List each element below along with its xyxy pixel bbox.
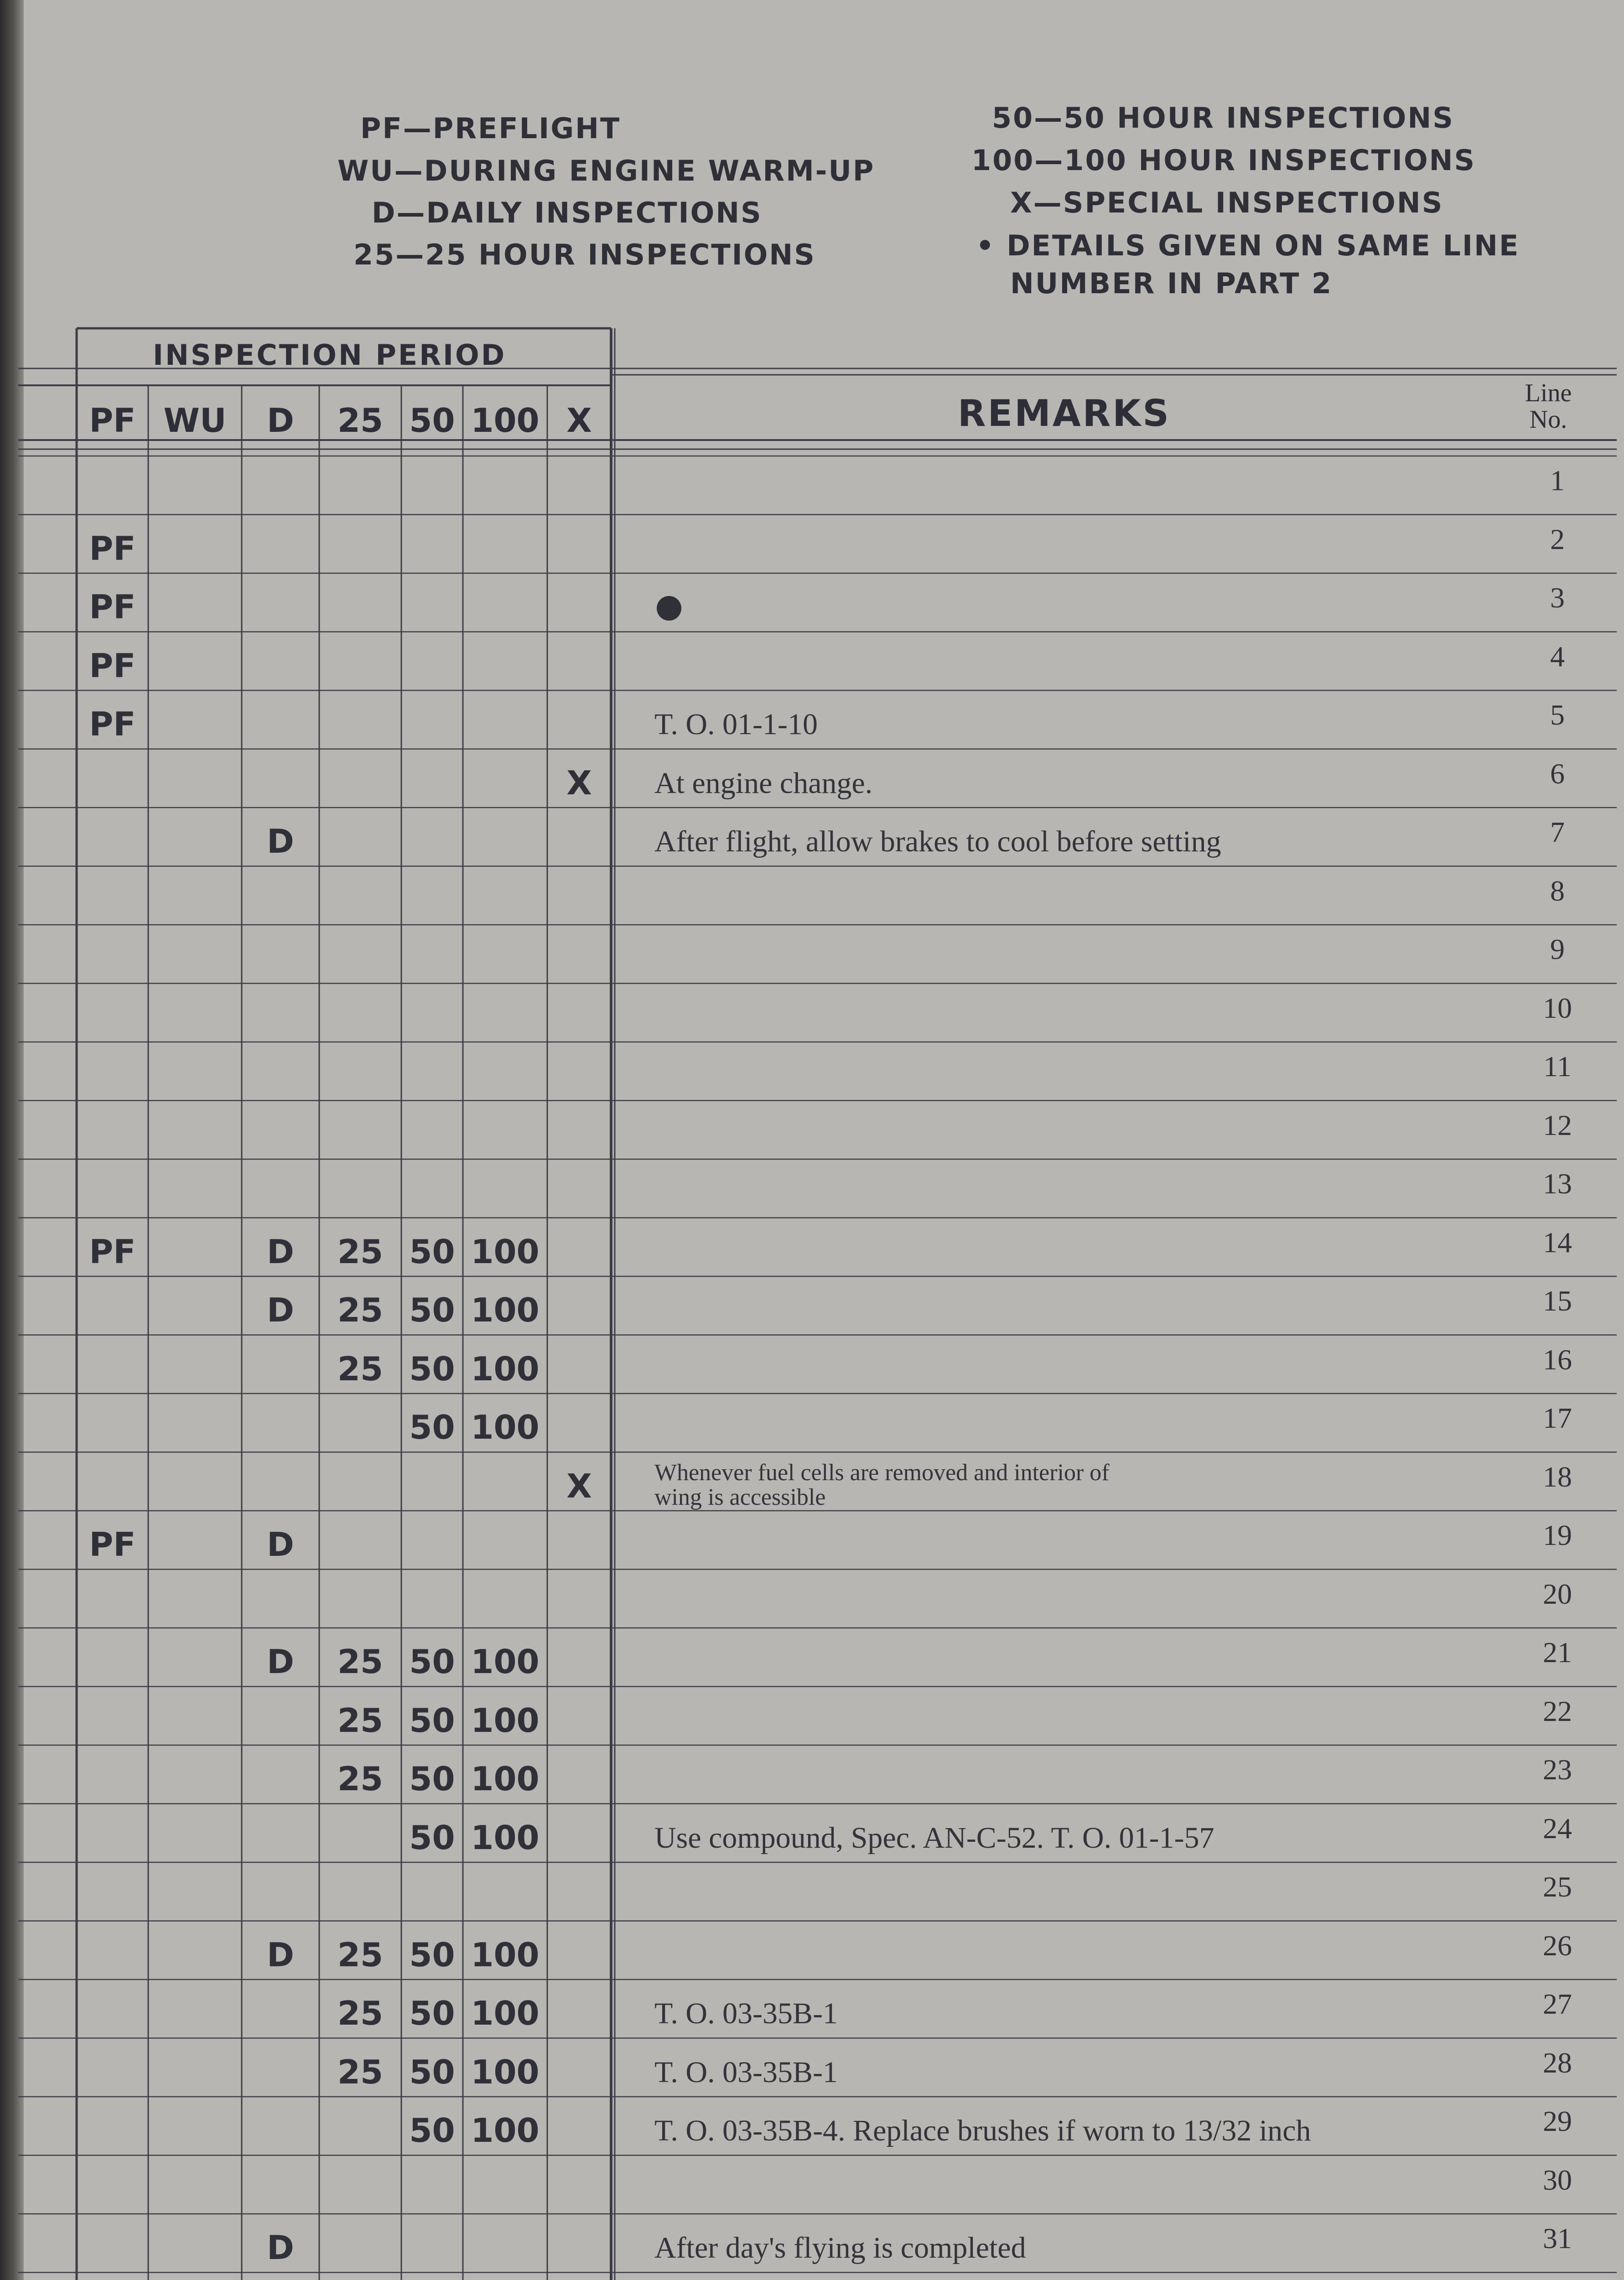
mark-pf: PF — [89, 646, 136, 685]
line-header: Line — [1525, 379, 1572, 407]
line-number: 24 — [1543, 1812, 1572, 1845]
column-header-100: 100 — [471, 401, 540, 440]
mark-25: 25 — [337, 1349, 384, 1388]
column-header-wu: WU — [163, 401, 227, 440]
line-number: 1 — [1550, 464, 1565, 497]
legend-details-note-cont: NUMBER IN PART 2 — [1010, 267, 1333, 300]
mark-d: D — [267, 1291, 294, 1329]
details-bullet-icon — [657, 596, 681, 621]
remark-text: After flight, allow brakes to cool before setting — [654, 825, 1221, 858]
mark-50: 50 — [409, 2052, 455, 2091]
legend-daily: D—DAILY INSPECTIONS — [372, 196, 763, 229]
line-number: 15 — [1543, 1285, 1572, 1317]
line-number: 26 — [1543, 1929, 1572, 1962]
line-number: 29 — [1543, 2105, 1572, 2137]
mark-pf: PF — [89, 705, 136, 743]
line-number: 22 — [1543, 1694, 1572, 1727]
mark-25: 25 — [337, 1291, 384, 1329]
mark-d: D — [267, 1935, 294, 1974]
line-number: 2 — [1550, 523, 1565, 555]
mark-50: 50 — [409, 1701, 455, 1740]
mark-50: 50 — [409, 1349, 455, 1388]
mark-100: 100 — [471, 1760, 540, 1798]
mark-25: 25 — [337, 1232, 384, 1271]
mark-pf: PF — [89, 1525, 136, 1564]
mark-100: 100 — [471, 2052, 540, 2091]
mark-d: D — [267, 822, 294, 860]
line-number: 30 — [1543, 2163, 1572, 2196]
column-header-pf: PF — [89, 401, 136, 440]
line-number: 25 — [1543, 1871, 1572, 1903]
line-number: 16 — [1543, 1343, 1572, 1376]
no-header: No. — [1529, 405, 1567, 434]
mark-50: 50 — [409, 1291, 455, 1329]
remark-text: At engine change. — [654, 766, 873, 800]
line-number: 8 — [1550, 874, 1565, 907]
mark-25: 25 — [337, 1643, 384, 1681]
mark-100: 100 — [471, 1994, 540, 2032]
line-number: 19 — [1543, 1519, 1572, 1551]
mark-50: 50 — [409, 1408, 455, 1446]
legend-warmup: WU—DURING ENGINE WARM-UP — [337, 154, 875, 187]
remark-text: T. O. 03-35B-1 — [654, 2055, 838, 2089]
legend-50-hour: 50—50 HOUR INSPECTIONS — [992, 101, 1454, 135]
mark-d: D — [267, 1232, 294, 1271]
remark-text: After day's flying is completed — [654, 2231, 1026, 2264]
mark-100: 100 — [471, 1818, 540, 1857]
line-number: 14 — [1543, 1226, 1572, 1259]
remark-text: T. O. 03-35B-4. Replace brushes if worn to 13/32 inch — [654, 2114, 1311, 2147]
line-number: 6 — [1550, 757, 1565, 790]
legend-25-hour: 25—25 HOUR INSPECTIONS — [353, 238, 816, 271]
mark-d: D — [267, 2228, 294, 2267]
mark-25: 25 — [337, 1935, 384, 1974]
mark-pf: PF — [89, 588, 136, 626]
mark-50: 50 — [409, 1232, 455, 1271]
line-number: 9 — [1550, 933, 1565, 965]
mark-pf: PF — [89, 1232, 136, 1271]
remark-text: Use compound, Spec. AN-C-52. T. O. 01-1-57 — [654, 1821, 1214, 1855]
line-number: 12 — [1543, 1109, 1572, 1141]
mark-25: 25 — [337, 2052, 384, 2091]
line-number: 20 — [1543, 1577, 1572, 1610]
mark-100: 100 — [471, 1349, 540, 1388]
line-number: 4 — [1550, 640, 1565, 673]
line-number: 23 — [1543, 1753, 1572, 1786]
mark-x: X — [566, 763, 592, 802]
line-number: 10 — [1543, 991, 1572, 1024]
mark-50: 50 — [409, 2111, 455, 2150]
legend-100-hour: 100—100 HOUR INSPECTIONS — [971, 144, 1476, 177]
line-number: 7 — [1550, 816, 1565, 848]
line-number: 17 — [1543, 1402, 1572, 1434]
column-header-25: 25 — [337, 401, 384, 440]
column-header-d: D — [267, 401, 294, 440]
remark-text: T. O. 01-1-10 — [654, 708, 818, 741]
legend-preflight: PF—PREFLIGHT — [360, 112, 621, 145]
remarks-header: REMARKS — [958, 392, 1171, 435]
column-header-50: 50 — [409, 401, 455, 440]
mark-25: 25 — [337, 1701, 384, 1740]
remark-text-continued: wing is accessible — [654, 1484, 826, 1510]
line-number: 13 — [1543, 1167, 1572, 1200]
mark-50: 50 — [409, 1643, 455, 1681]
legend-special: X—SPECIAL INSPECTIONS — [1010, 186, 1444, 219]
line-number: 5 — [1550, 699, 1565, 731]
mark-100: 100 — [471, 1232, 540, 1271]
mark-50: 50 — [409, 1760, 455, 1798]
line-number: 28 — [1543, 2046, 1572, 2079]
mark-d: D — [267, 1525, 294, 1564]
line-number: 11 — [1543, 1050, 1572, 1083]
mark-25: 25 — [337, 1760, 384, 1798]
mark-d: D — [267, 1643, 294, 1681]
mark-50: 50 — [409, 1818, 455, 1857]
mark-100: 100 — [471, 1701, 540, 1740]
mark-100: 100 — [471, 2111, 540, 2150]
remark-text: T. O. 03-35B-1 — [654, 1997, 838, 2030]
mark-100: 100 — [471, 1643, 540, 1681]
line-number: 21 — [1543, 1636, 1572, 1669]
mark-100: 100 — [471, 1291, 540, 1329]
inspection-period-header: INSPECTION PERIOD — [153, 338, 507, 372]
mark-x: X — [566, 1466, 592, 1505]
mark-25: 25 — [337, 1994, 384, 2032]
mark-100: 100 — [471, 1408, 540, 1446]
line-number: 31 — [1543, 2222, 1572, 2254]
column-header-x: X — [566, 401, 592, 440]
mark-50: 50 — [409, 1935, 455, 1974]
mark-50: 50 — [409, 1994, 455, 2032]
line-number: 3 — [1550, 581, 1565, 614]
mark-100: 100 — [471, 1935, 540, 1974]
legend-details-note: • DETAILS GIVEN ON SAME LINE — [976, 229, 1520, 262]
mark-pf: PF — [89, 529, 136, 568]
line-number: 27 — [1543, 1988, 1572, 2020]
remark-text: Whenever fuel cells are removed and interior of — [654, 1459, 1110, 1486]
line-number: 18 — [1543, 1460, 1572, 1493]
